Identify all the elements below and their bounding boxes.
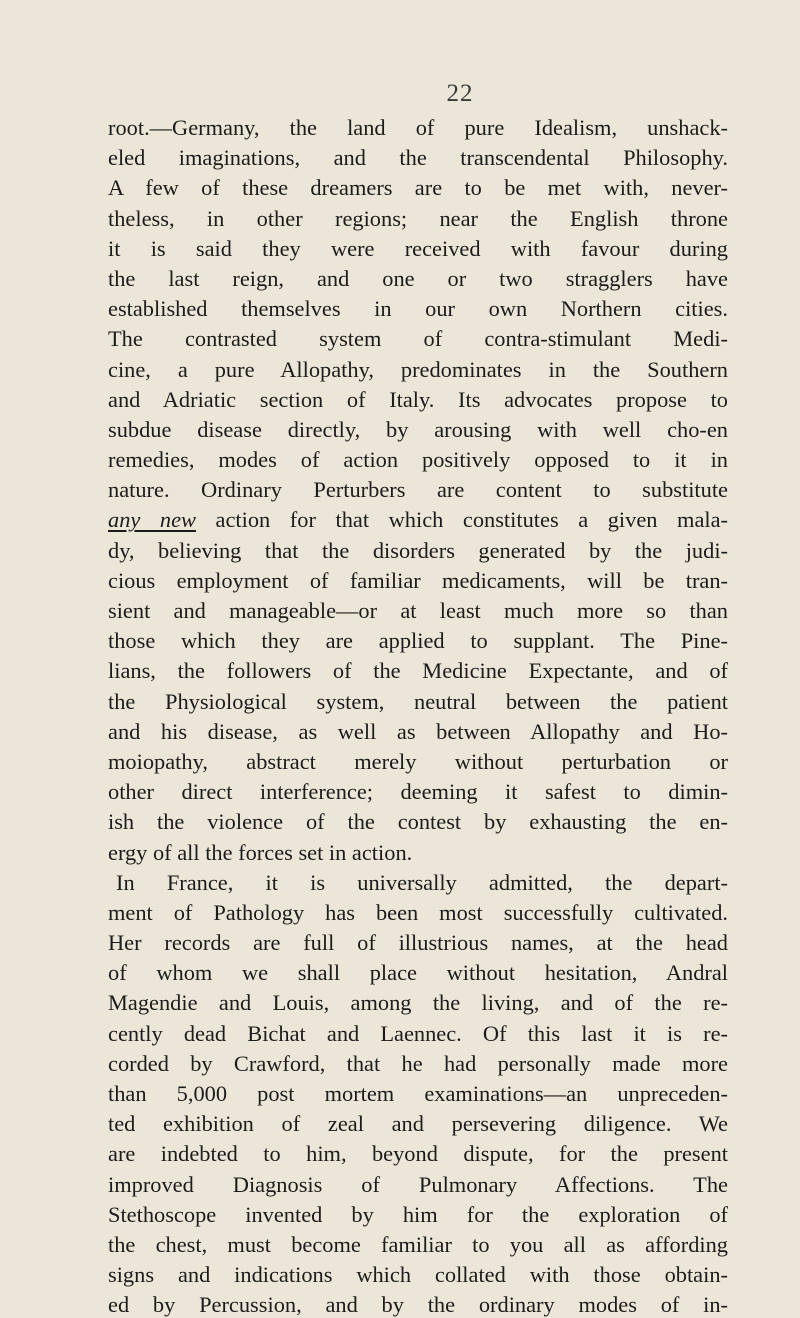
page-number: 22	[446, 80, 474, 107]
text-line: The contrasted system of contra-stimulant Medi-	[108, 326, 728, 352]
text-line: those which they are applied to supplant. The Pine-	[108, 628, 728, 654]
text-line: eled imaginations, and the transcendental Philosophy.	[108, 145, 728, 171]
text-line: ish the violence of the contest by exhausting the en-	[108, 809, 728, 835]
text-line: Her records are full of illustrious names, at the head	[108, 930, 728, 956]
text-line: than 5,000 post mortem examinations—an unpreceden-	[108, 1081, 728, 1106]
text-line: ergy of all the forces set in action.	[108, 839, 413, 865]
text-line-with-italic	[108, 505, 728, 535]
text-line: lians, the followers of the Medicine Expectante, and of	[108, 658, 728, 684]
text-line: cine, a pure Allopathy, predominates in the Southern	[108, 356, 728, 382]
text-run: action for that which constitutes a given mala-	[195, 507, 728, 533]
italic-emphasis: any new	[108, 507, 196, 533]
text-line: Magendie and Louis, among the living, and of the re-	[108, 990, 728, 1016]
text-line: Stethoscope invented by him for the exploration of	[108, 1201, 728, 1227]
text-line: other direct interference; deeming it safest to dimin-	[108, 779, 728, 805]
text-line: the last reign, and one or two stragglers have	[108, 265, 728, 291]
text-line: dy, believing that the disorders generated by the judi-	[108, 537, 728, 563]
text-line: it is said they were received with favour during	[108, 235, 728, 261]
text-line: In France, it is universally admitted, the depart-	[116, 869, 728, 895]
text-line: cently dead Bichat and Laennec. Of this last it is re-	[108, 1020, 728, 1046]
text-line: nature. Ordinary Perturbers are content to substitute	[108, 477, 728, 503]
text-line: ted exhibition of zeal and persevering diligence. We	[108, 1111, 728, 1137]
text-line: sient and manageable—or at least much more so than	[108, 598, 728, 623]
text-line: established themselves in our own Northern cities.	[108, 296, 728, 322]
text-line: remedies, modes of action positively opposed to it in	[108, 447, 728, 473]
text-line: A few of these dreamers are to be met with, never-	[108, 175, 728, 201]
text-line: cious employment of familiar medicaments, will be tran-	[108, 567, 728, 593]
text-line: improved Diagnosis of Pulmonary Affections. The	[108, 1171, 728, 1197]
text-line: subdue disease directly, by arousing with well cho-en	[108, 416, 728, 442]
text-line: the chest, must become familiar to you all as affording	[108, 1231, 728, 1257]
text-line: theless, in other regions; near the English throne	[108, 205, 728, 231]
text-line: ed by Percussion, and by the ordinary modes of in-	[108, 1292, 728, 1318]
text-line: moiopathy, abstract merely without perturbation or	[108, 748, 728, 774]
text-line: and Adriatic section of Italy. Its advocates propose to	[108, 386, 728, 412]
text-line: corded by Crawford, that he had personally made more	[108, 1050, 728, 1076]
text-line: the Physiological system, neutral between the patient	[108, 688, 728, 714]
text-line: are indebted to him, beyond dispute, for the present	[108, 1141, 728, 1167]
text-line: root.—Germany, the land of pure Idealism, unshack-	[108, 115, 728, 140]
text-line: signs and indications which collated with those obtain-	[108, 1262, 728, 1288]
text-line: and his disease, as well as between Allopathy and Ho-	[108, 718, 728, 744]
body-text	[108, 113, 728, 1318]
text-line: of whom we shall place without hesitation, Andral	[108, 960, 728, 986]
text-line: ment of Pathology has been most successfully cultivated.	[108, 899, 728, 925]
